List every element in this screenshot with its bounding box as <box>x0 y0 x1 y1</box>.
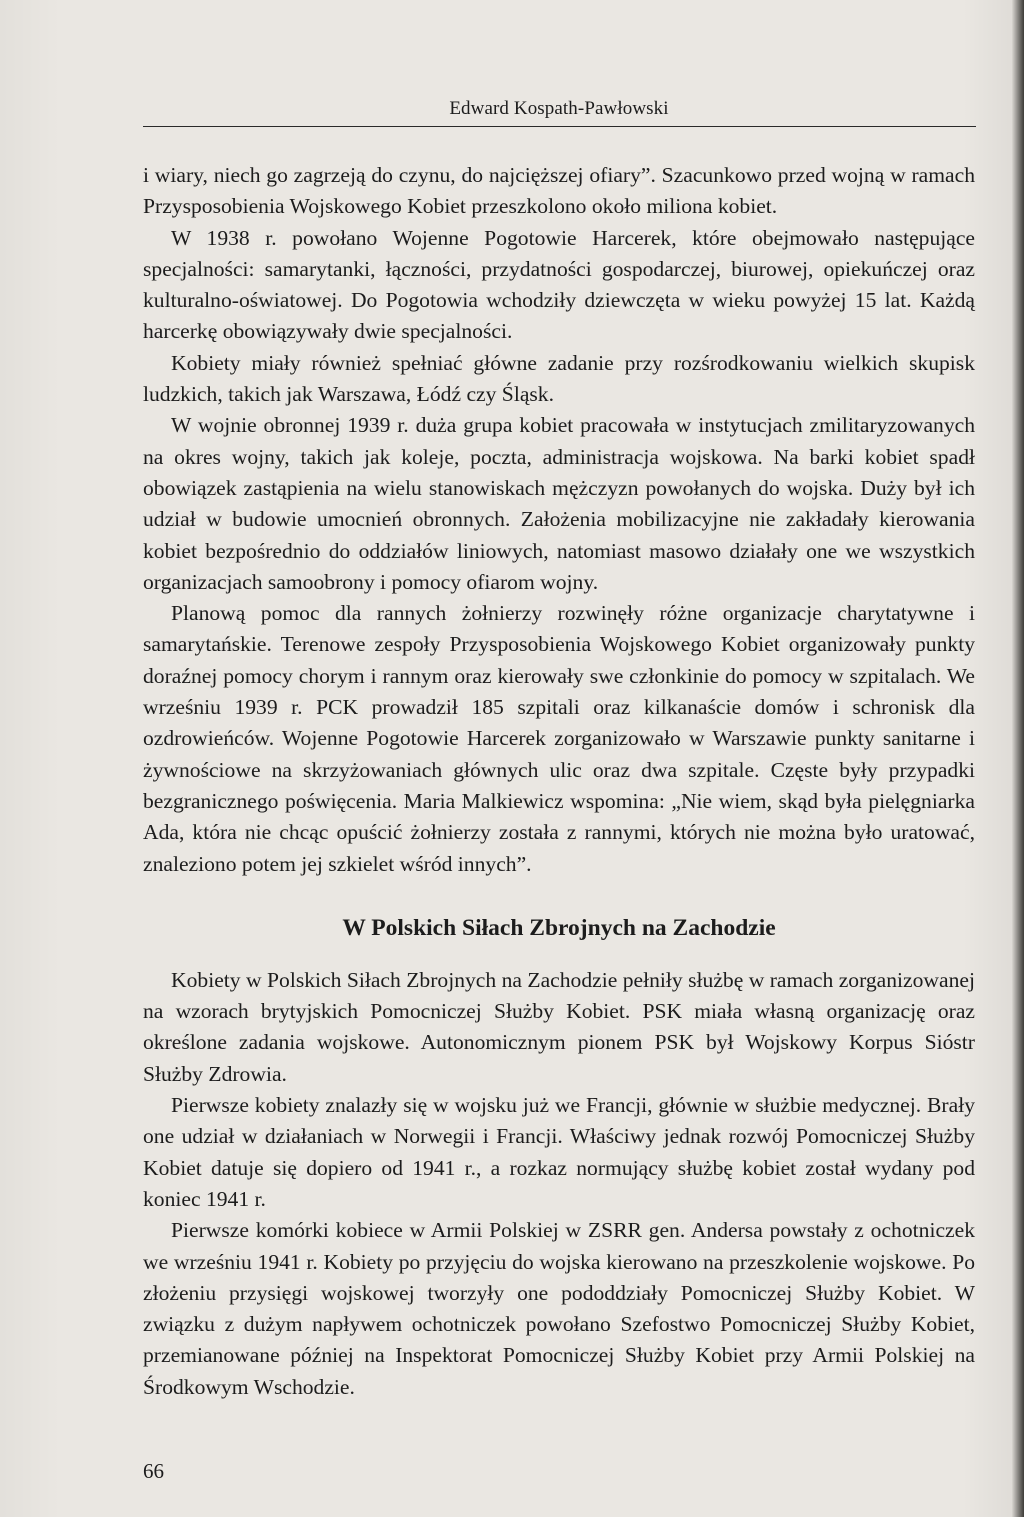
paragraph: Planową pomoc dla rannych żołnierzy rozwinęły różne organizacje charytatywne i samarytańskie. Terenowe zespoły Przysposobienia Wojskowego Kobiet organizowały punkty doraźnej pomocy chorym i rannym oraz kierowały swe członkinie do pomocy w szpitalach. We wrześniu 1939 r. PCK prowadził 185 szpitali oraz kilkanaście domów i schronisk dla ozdrowieńców. Wojenne Pogotowie Harcerek zorganizowało w Warszawie punkty sanitarne i żywnościowe na skrzyżowaniach głównych ulic oraz dwa szpitale. Częste były przypadki bezgranicznego poświęcenia. Maria Malkiewicz wspomina: „Nie wiem, skąd była pielęgniarka Ada, która nie chcąc opuścić żołnierzy została z rannymi, których nie można było uratować, znaleziono potem jej szkielet wśród innych”. <box>143 601 975 876</box>
paragraph: W 1938 r. powołano Wojenne Pogotowie Harcerek, które obejmowało następujące specjalności: samarytanki, łączności, przydatności gospodarczej, biurowej, opiekuńczej oraz kulturalno-oświatowej. Do Pogotowia wchodziły dziewczęta w wieku powyżej 15 lat. Każdą harcerkę obowiązywały dwie specjalności. <box>143 225 975 344</box>
page-number: 66 <box>143 1459 164 1483</box>
section-heading: W Polskich Siłach Zbrojnych na Zachodzie <box>342 914 776 941</box>
paragraph: Kobiety w Polskich Siłach Zbrojnych na Zachodzie pełniły służbę w ramach zorganizowanej na wzorach brytyjskich Pomocniczej Służby Kobiet. PSK miała własną organizację oraz określone zadania wojskowe. Autonomicznym pionem PSK był Wojskowy Korpus Sióstr Służby Zdrowia. <box>143 967 975 1086</box>
paragraph: Pierwsze komórki kobiece w Armii Polskiej w ZSRR gen. Andersa powstały z ochotniczek we wrześniu 1941 r. Kobiety po przyjęciu do wojska kierowano na przeszkolenie wojskowe. Po złożeniu przysięgi wojskowej tworzyły one pododdziały Pomocniczej Służby Kobiet. W związku z dużym napływem ochotniczek powołano Szefostwo Pomocniczej Służby Kobiet, przemianowane później na Inspektorat Pomocniczej Służby Kobiet przy Armii Polskiej na Środkowym Wschodzie. <box>143 1218 975 1399</box>
main-text <box>143 160 975 1403</box>
paragraph: Kobiety miały również spełniać główne zadanie przy rozśrodkowaniu wielkich skupisk ludzkich, takich jak Warszawa, Łódź czy Śląsk. <box>143 350 975 407</box>
paragraph: i wiary, niech go zagrzeją do czynu, do najcięższej ofiary”. Szacunkowo przed wojną w ramach Przysposobienia Wojskowego Kobiet przeszkolono około miliona kobiet. <box>143 163 975 219</box>
running-head: Edward Kospath-Pawłowski <box>449 98 669 119</box>
header-rule <box>143 126 976 127</box>
paragraph: Pierwsze kobiety znalazły się w wojsku już we Francji, głównie w służbie medycznej. Brały one udział w działaniach w Norwegii i Francji. Właściwy jednak rozwój Pomocniczej Służby Kobiet datuje się dopiero od 1941 r., a rozkaz normujący służbę kobiet został wydany pod koniec 1941 r. <box>143 1093 975 1211</box>
paragraph: W wojnie obronnej 1939 r. duża grupa kobiet pracowała w instytucjach zmilitaryzowanych na okres wojny, takich jak koleje, poczta, administracja wojskowa. Na barki kobiet spadł obowiązek zastąpienia na wielu stanowiskach mężczyzn powołanych do wojska. Duży był ich udział w budowie umocnień obronnych. Założenia mobilizacyjne nie zakładały kierowania kobiet bezpośrednio do oddziałów liniowych, natomiast masowo działały one we wszystkich organizacjach samoobrony i pomocy ofiarom wojny. <box>143 413 975 594</box>
page-edge-shadow <box>1012 0 1024 1517</box>
